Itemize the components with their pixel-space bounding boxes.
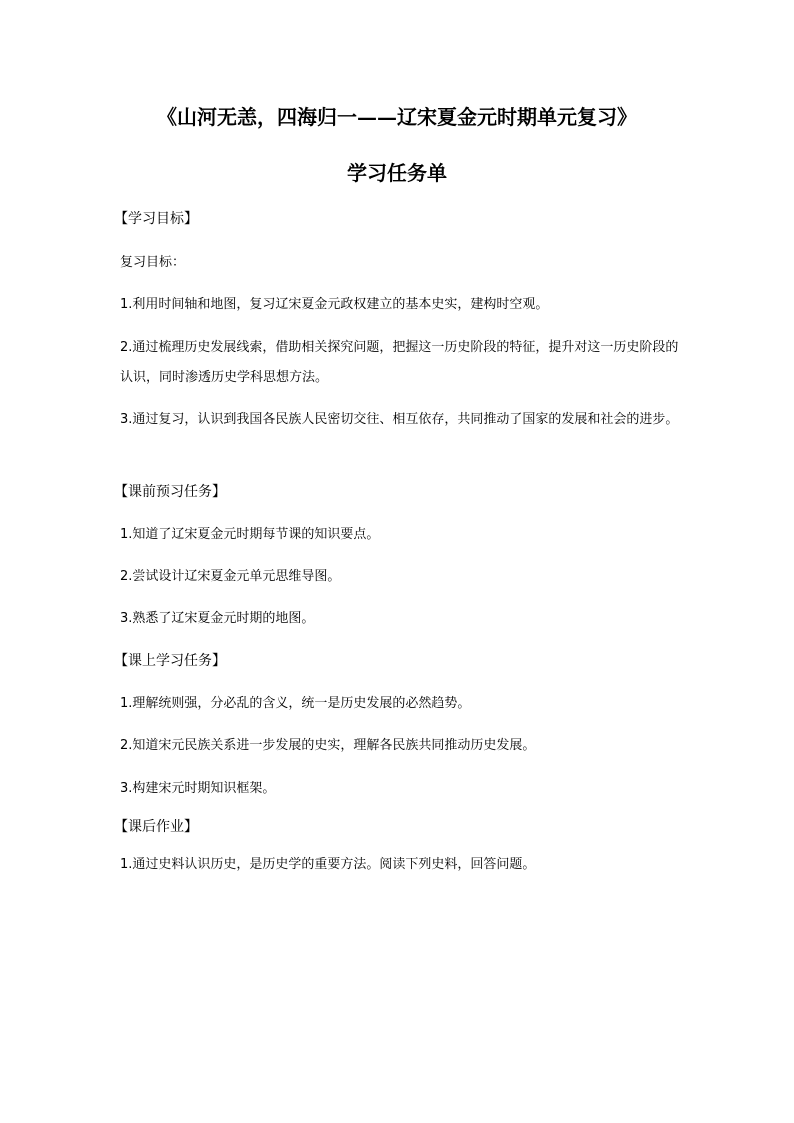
goal-item-3: 3.通过复习，认识到我国各民族人民密切交往、相互依存，共同推动了国家的发展和社会的进步。 xyxy=(120,412,679,427)
goal-item-2: 2.通过梳理历史发展线索，借助相关探究问题，把握这一历史阶段的特征，提升对这一历史阶段的认识，同时渗透历史学科思想方法。 xyxy=(120,340,679,385)
document-title: 《山河无恙，四海归一——辽宋夏金元时期单元复习》 xyxy=(157,105,637,129)
preview-item-2: 2.尝试设计辽宋夏金元单元思维导图。 xyxy=(120,569,341,584)
document-subtitle: 学习任务单 xyxy=(347,161,447,185)
section-heading-goals: 【学习目标】 xyxy=(114,211,198,227)
homework-item-1: 1.通过史料认识历史，是历史学的重要方法。阅读下列史料，回答问题。 xyxy=(120,857,536,872)
section-heading-homework: 【课后作业】 xyxy=(114,819,198,835)
classwork-item-2: 2.知道宋元民族关系进一步发展的史实，理解各民族共同推动历史发展。 xyxy=(120,738,536,753)
goals-intro: 复习目标： xyxy=(120,255,186,270)
section-heading-classwork: 【课上学习任务】 xyxy=(114,653,226,669)
classwork-item-1: 1.理解统则强，分必乱的含义，统一是历史发展的必然趋势。 xyxy=(120,696,471,711)
section-heading-preview: 【课前预习任务】 xyxy=(114,484,226,500)
goal-item-1: 1.利用时间轴和地图，复习辽宋夏金元政权建立的基本史实，建构时空观。 xyxy=(120,297,549,312)
classwork-item-3: 3.构建宋元时期知识框架。 xyxy=(120,781,276,796)
preview-item-3: 3.熟悉了辽宋夏金元时期的地图。 xyxy=(120,611,315,626)
preview-item-1: 1.知道了辽宋夏金元时期每节课的知识要点。 xyxy=(120,527,380,542)
